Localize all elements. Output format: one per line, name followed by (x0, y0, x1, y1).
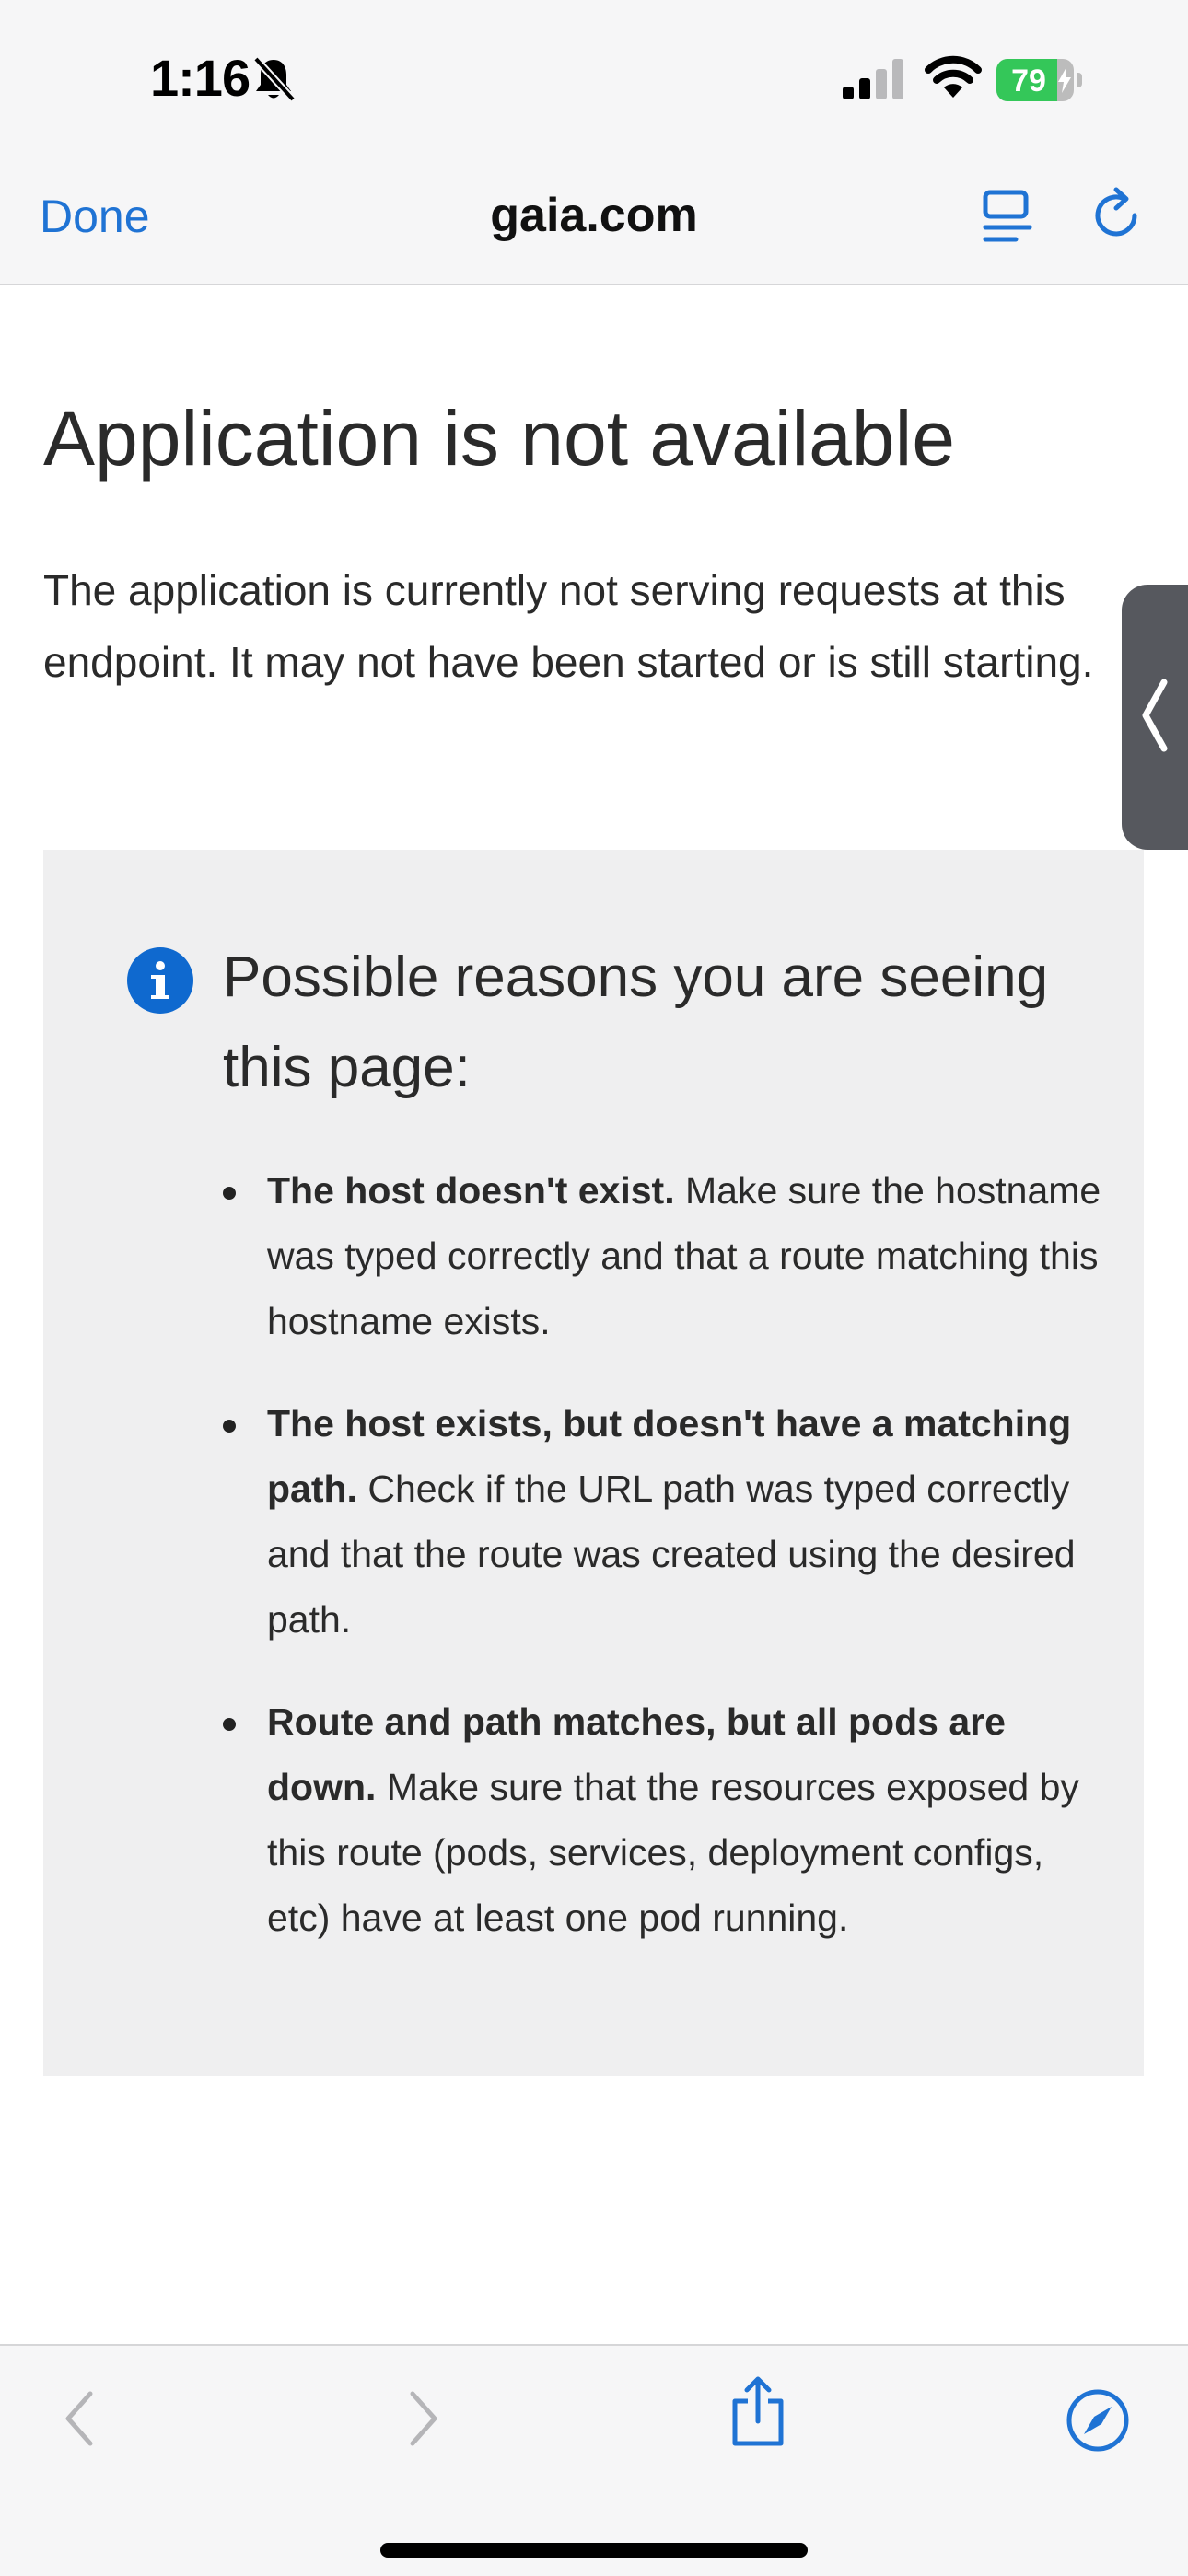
reason-bold: The host doesn't exist. (267, 1169, 675, 1212)
cellular-signal-icon (841, 59, 905, 99)
page-title: Application is not available (43, 395, 955, 482)
browser-nav-bar (0, 157, 1188, 285)
browser-toolbar (0, 2344, 1188, 2576)
reload-icon[interactable] (1087, 184, 1149, 247)
bell-slash-icon (250, 55, 297, 103)
list-item (223, 1391, 1116, 1653)
bullet (223, 1187, 236, 1200)
list-item (223, 1689, 1116, 1951)
status-bar (0, 0, 1188, 157)
wifi-icon (924, 55, 983, 99)
side-panel-handle[interactable] (1122, 585, 1188, 850)
intro-paragraph: The application is currently not serving requests at this endpoint. It may not have been started or is still starting. (43, 566, 1094, 686)
reasons-list (223, 1158, 1116, 1988)
battery-charging-icon (996, 59, 1081, 101)
home-indicator (380, 2543, 808, 2558)
back-icon[interactable] (61, 2390, 98, 2447)
reason-text: Check if the URL path was typed correctly and that the route was created using the desired path. (267, 1468, 1076, 1641)
bullet (223, 1718, 236, 1731)
safari-compass-icon[interactable] (1066, 2388, 1130, 2453)
info-icon (126, 946, 194, 1015)
bullet (223, 1420, 236, 1433)
reason-bold: The host exists, but doesn't have a matching path. (267, 1402, 1072, 1510)
panel-heading: Possible reasons you are seeing this page: (223, 946, 1049, 1099)
list-item (223, 1158, 1116, 1354)
status-time: 1:16 (150, 49, 250, 107)
page-domain-title: gaia.com (490, 189, 698, 242)
reason-text: Make sure the hostname was typed correctly and that a route matching this hostname exists. (267, 1169, 1101, 1342)
reasons-panel (43, 850, 1144, 2076)
forward-icon[interactable] (405, 2390, 442, 2447)
charging-bolt-icon (1057, 67, 1072, 93)
battery-level: 79 (1011, 64, 1046, 99)
web-content (0, 285, 1188, 2343)
chevron-left-icon (1138, 679, 1170, 752)
done-button[interactable]: Done (40, 191, 150, 242)
share-icon[interactable] (729, 2375, 786, 2449)
reason-bold: Route and path matches, but all pods are down. (267, 1700, 1006, 1808)
reason-text: Make sure that the resources exposed by this route (pods, services, deployment configs, etc) have at least one pod running. (267, 1766, 1079, 1939)
reader-mode-icon[interactable] (981, 189, 1034, 246)
